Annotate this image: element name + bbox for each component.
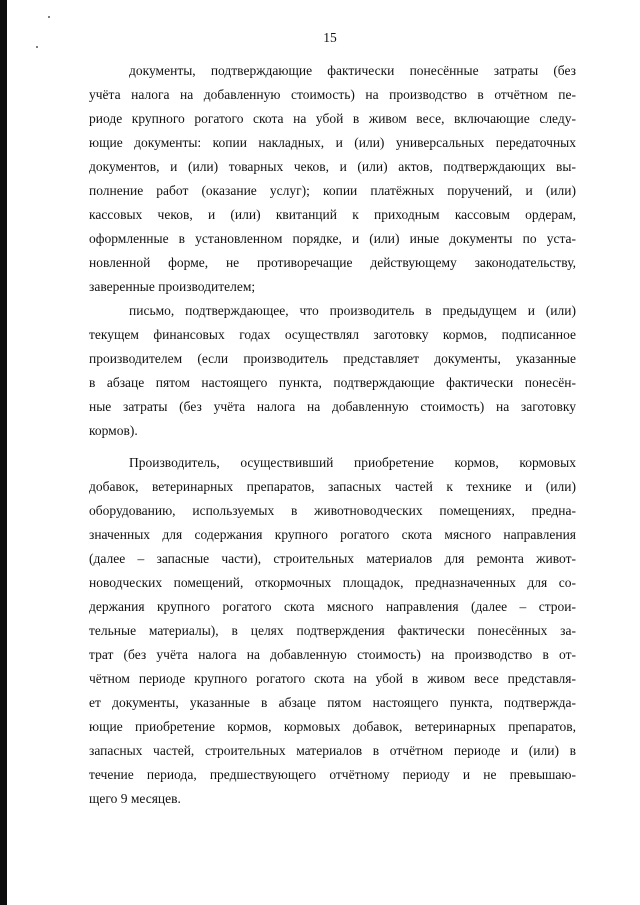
text-line: новодческих помещений, откормочных площадок, предназначенных для со- — [89, 575, 576, 590]
text-line: документы, подтверждающие фактически понесённые затраты (без — [129, 63, 576, 78]
scan-binding-edge — [0, 0, 7, 905]
text-line: оформленные в установленном порядке, и (или) иные документы по уста- — [89, 231, 576, 246]
text-line: ные затраты (без учёта налога на добавленную стоимость) на заготовку — [89, 399, 576, 414]
text-line: кассовых чеков, и (или) квитанций к приходным кассовым ордерам, — [89, 207, 576, 222]
text-line: ет документы, указанные в абзаце пятом настоящего пункта, подтвержда- — [89, 695, 576, 710]
text-line: текущем финансовых годах осуществлял заготовку кормов, подписанное — [89, 327, 576, 342]
text-line: в абзаце пятом настоящего пункта, подтверждающие фактически понесён- — [89, 375, 576, 390]
text-line: заверенные производителем; — [89, 279, 256, 294]
text-line: течение периода, предшествующего отчётному периоду и не превышаю- — [89, 767, 576, 782]
page-number: 15 — [323, 30, 337, 45]
text-line: производителем (если производитель представляет документы, указанные — [89, 351, 576, 366]
text-line: тельные материалы), в целях подтверждения фактически понесённых за- — [89, 623, 576, 638]
text-line: документов, и (или) товарных чеков, и (или) актов, подтверждающих вы- — [89, 159, 576, 174]
scan-speck — [48, 16, 50, 18]
text-line: (далее – запасные части), строительных материалов для ремонта живот- — [89, 551, 576, 566]
text-line: полнение работ (оказание услуг); копии платёжных поручений, и (или) — [89, 183, 576, 198]
text-line: кормов). — [89, 423, 138, 438]
text-line: ющие документы: копии накладных, и (или) универсальных передаточных — [89, 135, 576, 150]
text-line: добавок, ветеринарных препаратов, запасных частей к технике и (или) — [89, 479, 576, 494]
text-line: оборудованию, используемых в животноводческих помещениях, предна- — [89, 503, 576, 518]
text-line: запасных частей, строительных материалов в отчётном периоде и (или) в — [89, 743, 576, 758]
text-line: учёта налога на добавленную стоимость) на производство в отчётном пе- — [89, 87, 576, 102]
text-line: щего 9 месяцев. — [89, 791, 181, 806]
text-line: Производитель, осуществивший приобретение кормов, кормовых — [129, 455, 576, 470]
text-line: значенных для содержания крупного рогатого скота мясного направления — [89, 527, 576, 542]
text-line: новленной форме, не противоречащие действующему законодательству, — [89, 255, 576, 270]
text-line: трат (без учёта налога на добавленную стоимость) на производство в от- — [89, 647, 576, 662]
scan-speck — [36, 46, 38, 48]
text-line: чётном периоде крупного рогатого скота на убой в живом весе представля- — [89, 671, 576, 686]
text-line: риоде крупного рогатого скота на убой в живом весе, включающие следу- — [89, 111, 576, 126]
text-line: держания крупного рогатого скота мясного направления (далее – строи- — [89, 599, 576, 614]
text-line: письмо, подтверждающее, что производитель в предыдущем и (или) — [129, 303, 576, 318]
text-line: ющие приобретение кормов, кормовых добавок, ветеринарных препаратов, — [89, 719, 576, 734]
